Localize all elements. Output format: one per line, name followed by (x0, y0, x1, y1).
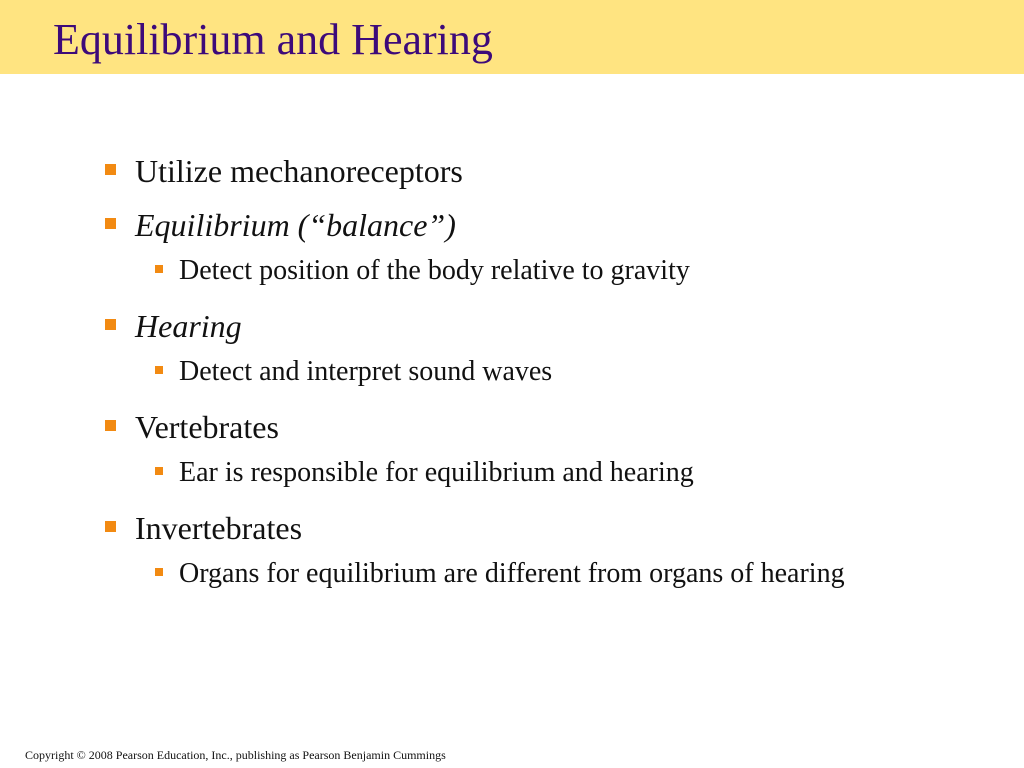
square-bullet-icon (155, 568, 163, 576)
title-bar (0, 0, 1024, 74)
square-bullet-icon (105, 521, 116, 532)
copyright-footer: Copyright © 2008 Pearson Education, Inc., publishing as Pearson Benjamin Cummings (25, 748, 446, 762)
sub-bullet-item-ear (155, 454, 925, 491)
square-bullet-icon (155, 467, 163, 475)
sub-bullet-text: Detect position of the body relative to gravity (179, 255, 690, 286)
bullet-text: Utilize mechanoreceptors (135, 153, 463, 189)
bullet-text: Invertebrates (135, 510, 303, 546)
bullet-item-hearing (105, 305, 925, 347)
sub-bullet-text: Detect and interpret sound waves (179, 356, 553, 387)
bullet-text: Vertebrates (135, 409, 279, 445)
square-bullet-icon (155, 366, 163, 374)
square-bullet-icon (105, 420, 116, 431)
bullet-list (105, 150, 925, 608)
sub-bullet-item-organs (155, 555, 925, 592)
square-bullet-icon (105, 218, 116, 229)
bullet-item-equilibrium (105, 204, 925, 246)
bullet-item-mechanoreceptors (105, 150, 925, 192)
bullet-item-invertebrates (105, 507, 925, 549)
bullet-text: Hearing (135, 308, 242, 344)
bullet-item-vertebrates (105, 406, 925, 448)
sub-bullet-text: Organs for equilibrium are different from organs of hearing (179, 558, 845, 589)
bullet-text: Equilibrium (“balance”) (135, 207, 456, 243)
sub-bullet-text: Ear is responsible for equilibrium and hearing (179, 457, 694, 488)
square-bullet-icon (105, 319, 116, 330)
square-bullet-icon (105, 164, 116, 175)
sub-bullet-item-sound-waves (155, 353, 925, 390)
sub-bullet-item-position (155, 252, 925, 289)
square-bullet-icon (155, 265, 163, 273)
slide-title: Equilibrium and Hearing (53, 15, 493, 64)
